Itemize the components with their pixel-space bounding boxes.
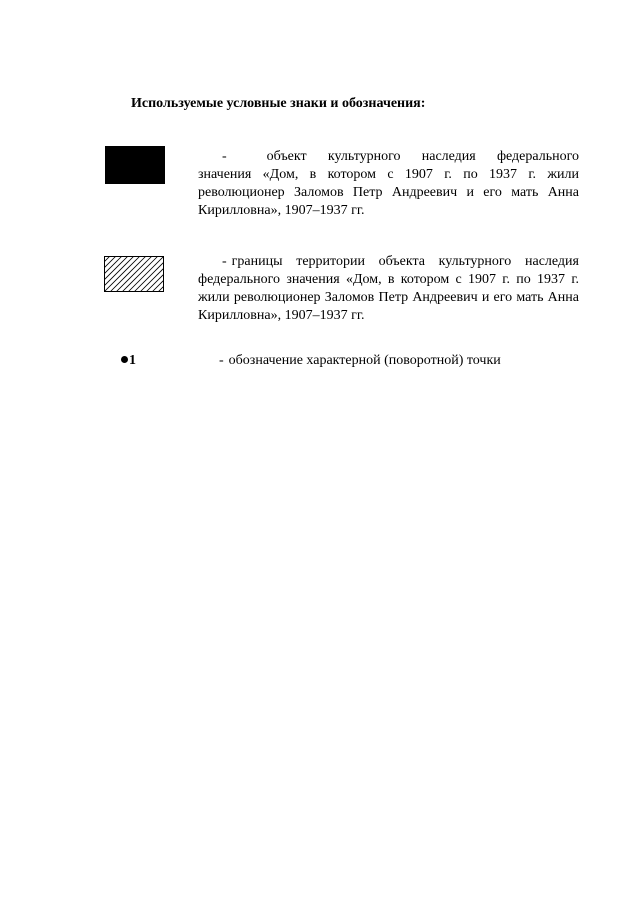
legend-text: объект культурного наследия федерального значения «Дом, в котором с 1907 г. по 1937 г. жили революционер Заломов Петр Андреевич и его мать Анна Кирилловна», 1907–1937 гг. (198, 149, 579, 218)
legend-dash: - (222, 254, 227, 269)
point-marker-label: 1 (129, 353, 136, 368)
legend-description (198, 253, 579, 325)
legend-heading: Используемые условные знаки и обозначения: (131, 96, 426, 111)
legend-dash: - (219, 353, 224, 368)
legend-text: обозначение характерной (поворотной) точки (228, 353, 501, 368)
territory-boundary-symbol (104, 256, 164, 292)
legend-text: границы территории объекта культурного наследия федерального значения «Дом, в котором с 1907 г. по 1937 г. жили революционер Заломов Петр Андреевич и его мать Анна Кирилловна», 1907–1937 гг. (198, 254, 579, 323)
legend-description (198, 148, 579, 220)
heritage-object-symbol (105, 146, 165, 184)
legend-dash: - (222, 149, 227, 164)
legend-description (219, 352, 501, 370)
point-marker-symbol (121, 352, 136, 370)
point-dot-icon (121, 356, 128, 363)
